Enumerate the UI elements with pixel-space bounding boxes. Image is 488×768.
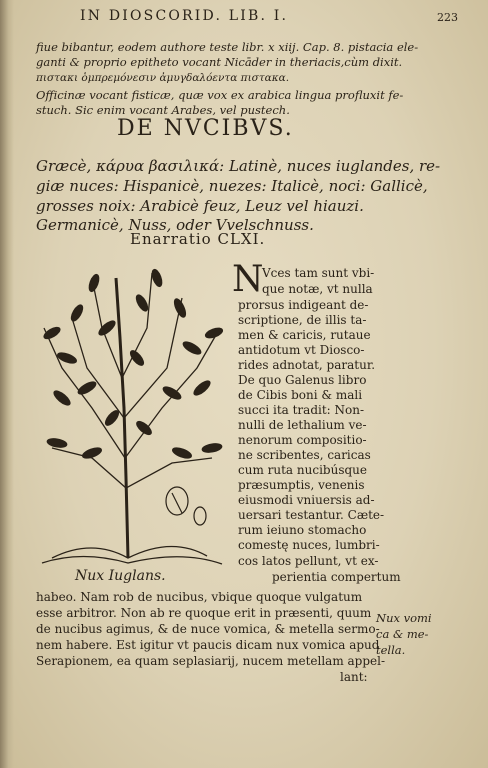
body-line: succi ita tradit: Non- <box>238 403 365 417</box>
text-line: stuch. Sic enim vocant Arabes, vel pustech. <box>36 103 290 117</box>
body-line: antidotum vt Diosco- <box>238 343 365 357</box>
body-line: cos latos pellunt, vt ex- <box>238 554 379 568</box>
body-line: nem habere. Est igitur vt paucis dicam nux vomica apud <box>36 638 380 652</box>
body-line: rides adnotat, paratur. <box>238 358 376 372</box>
walnut-tree-woodcut <box>32 258 228 576</box>
body-line: Serapionem, ea quam seplasiarij, nucem metellam appel- <box>36 654 386 668</box>
text-line: Officinæ vocant fisticæ, quæ vox ex arabica lingua profluxit fe- <box>36 88 404 102</box>
body-line: de Cibis boni & mali <box>238 388 363 402</box>
body-line: uersari testantur. Cæte- <box>238 508 385 522</box>
text-line: fiue bibantur, eodem authore teste libr. x xiij. Cap. 8. pistacia ele- <box>36 40 419 54</box>
body-line: nulli de lethalium ve- <box>238 418 367 432</box>
body-line: de nucibus agimus, & de nuce vomica, & metella sermo- <box>36 622 380 636</box>
body-line: habeo. Nam rob de nucibus, vbique quoque vulgatum <box>36 590 363 604</box>
body-line: præsumptis, venenis <box>238 478 365 492</box>
greek-text-line: πιστακι ὁμπρεμόνεσιν ἀμυγδαλόεντα πιστακα. <box>36 72 290 84</box>
body-line: prorsus indigeant de- <box>238 298 369 312</box>
marginal-note: ca & me- <box>376 627 429 641</box>
body-line: men & caricis, rutaue <box>238 328 371 342</box>
marginal-note: tella. <box>376 643 406 657</box>
body-line: rum ieiuno stomacho <box>238 523 367 537</box>
binding-gutter <box>0 0 14 768</box>
body-line: comestę nuces, lumbri- <box>238 538 380 552</box>
body-line: lant: <box>340 670 368 684</box>
page-number: 223 <box>437 11 458 24</box>
body-line: que notæ, vt nulla <box>262 282 373 296</box>
marginal-note: Nux vomi <box>376 611 432 625</box>
synonym-line: giæ nuces: Hispanicè, nuezes: Italicè, noci: Gallicè, <box>36 177 428 195</box>
section-heading: DE NVCIBVS. <box>117 116 294 141</box>
body-line: scriptione, de illis ta- <box>238 313 367 327</box>
synonym-line: Græcè, κάρυα βασιλικά: Latinè, nuces iuglandes, re- <box>36 157 441 175</box>
synonym-line: Germanicè, Nuss, oder Vvelschnuss. <box>36 216 314 234</box>
enarratio-title: Enarratio CLXI. <box>130 230 266 248</box>
running-header: IN DIOSCORID. LIB. I. <box>80 8 289 24</box>
text-line: ganti & proprio epitheto vocant Nicāder in theriacis,cùm dixit. <box>36 55 403 69</box>
figure-caption: Nux Iuglans. <box>75 568 166 584</box>
body-line: nenorum compositio- <box>238 433 367 447</box>
body-line: eiusmodi vniuersis ad- <box>238 493 375 507</box>
body-line: Vces tam sunt vbi- <box>262 266 375 280</box>
body-line: De quo Galenus libro <box>238 373 367 387</box>
body-line: esse arbitror. Non ab re quoque erit in præsenti, quum <box>36 606 372 620</box>
body-line: cum ruta nucibúsque <box>238 463 367 477</box>
synonym-line: grosses noix: Arabicè feuz, Leuz vel hiauzi. <box>36 197 364 215</box>
body-line: ne scribentes, caricas <box>238 448 371 462</box>
body-line: perientia compertum <box>272 570 401 584</box>
drop-capital: N <box>232 259 264 300</box>
